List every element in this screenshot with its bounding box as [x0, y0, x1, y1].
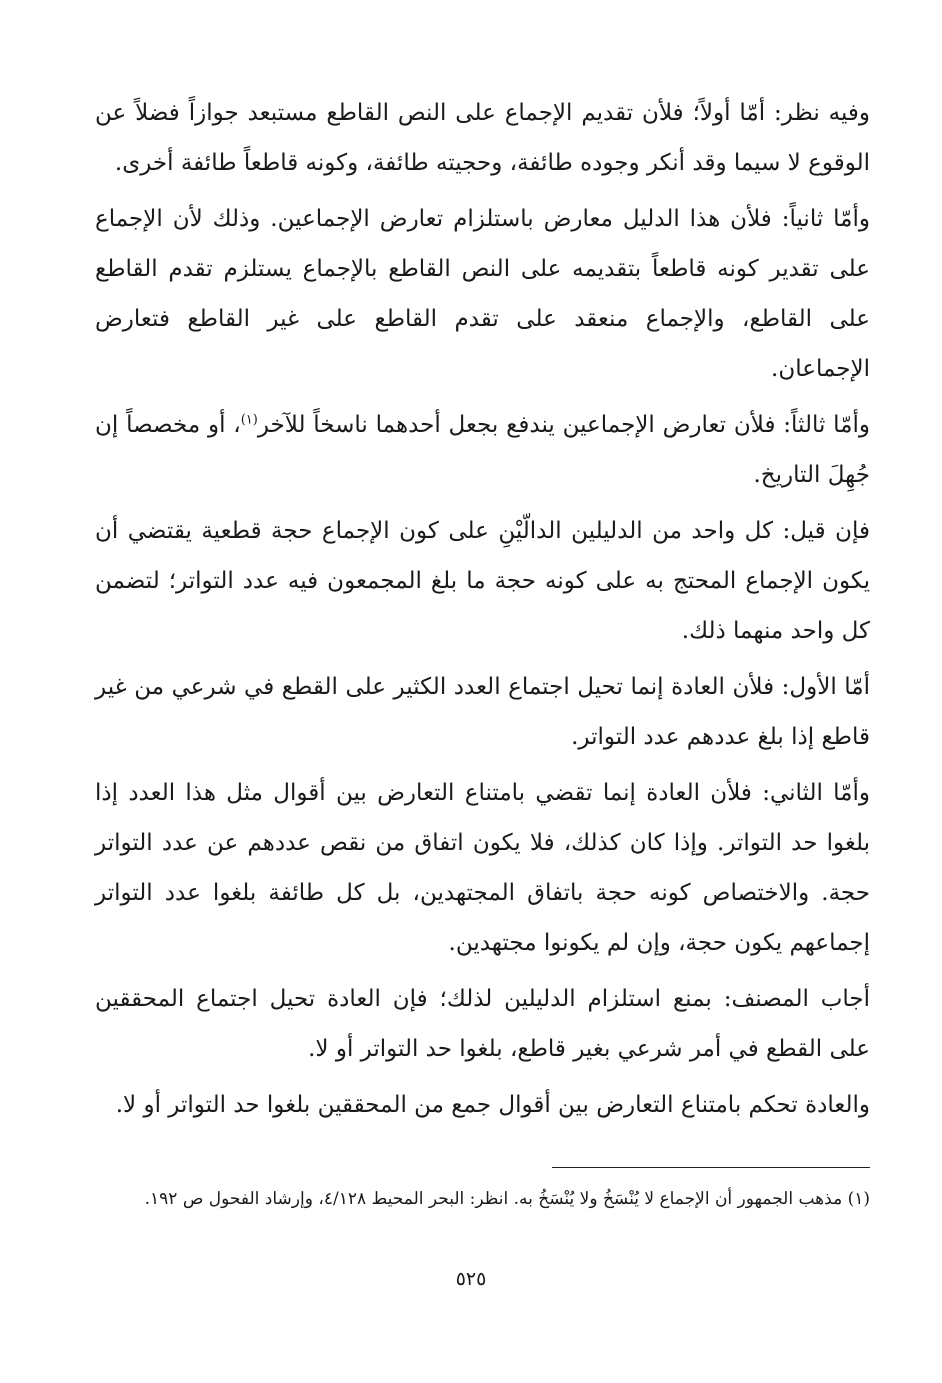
paragraph-6: وأمّا الثاني: فلأن العادة إنما تقضي بامتناع التعارض بين أقوال مثل هذا العدد إذا بلغوا حد التواتر. وإذا كان كذلك، فلا يكون اتفاق من نقص عددهم عن عدد التواتر حجة. والاختصاص كونه حجة باتفاق المجتهدين، بل كل طائفة بلغوا عدد التواتر إجماعهم يكون حجة، وإن لم يكونوا مجتهدين.	[95, 780, 870, 956]
footnote: (١) مذهب الجمهور أن الإجماع لا يُنْسَخُ ولا يُنْسَخُ به. انظر: البحر المحيط ٤/١٢٨، وإرشاد الفحول ص ١٩٢.	[144, 1189, 870, 1209]
paragraph-2: وأمّا ثانياً: فلأن هذا الدليل معارض باستلزام تعارض الإجماعين. وذلك لأن الإجماع على تقدير كونه قاطعاً بتقديمه على النص القاطع بالإجماع يستلزم تقدم القاطع على القاطع، والإجماع منعقد على تقدم القاطع على غير القاطع فتعارض الإجماعان.	[95, 206, 870, 382]
paragraph-3-text-before: وأمّا ثالثاً: فلأن تعارض الإجماعين يندفع بجعل أحدهما ناسخاً للآخر	[257, 412, 871, 438]
footnote-divider	[552, 1167, 870, 1168]
main-text	[95, 88, 870, 1136]
page-number: ٥٢٥	[455, 1268, 487, 1290]
paragraph-1: وفيه نظر: أمّا أولاً؛ فلأن تقديم الإجماع على النص القاطع مستبعد جوازاً فضلاً عن الوقوع لا سيما وقد أنكر وجوده طائفة، وحجيته طائفة، وكونه قاطعاً طائفة أخرى.	[95, 100, 871, 176]
paragraph-5: أمّا الأول: فلأن العادة إنما تحيل اجتماع العدد الكثير على القطع في شرعي من غير قاطع إذا بلغ عددهم عدد التواتر.	[95, 674, 870, 750]
footnote-reference: (١)	[240, 412, 258, 428]
paragraph-3	[95, 400, 870, 500]
paragraph-3-text-after: ، أو مخصصاً إن جُهِلَ التاريخ.	[95, 412, 870, 488]
paragraph-8: والعادة تحكم بامتناع التعارض بين أقوال جمع من المحققين بلغوا حد التواتر أو لا.	[115, 1092, 870, 1118]
paragraph-4: فإن قيل: كل واحد من الدليلين الدالّيْنِ على كون الإجماع حجة قطعية يقتضي أن يكون الإجماع المحتج به على كونه حجة ما بلغ المجمعون فيه عدد التواتر؛ لتضمن كل واحد منهما ذلك.	[95, 518, 870, 644]
paragraph-7: أجاب المصنف: بمنع استلزام الدليلين لذلك؛ فإن العادة تحيل اجتماع المحققين على القطع في أمر شرعي بغير قاطع، بلغوا حد التواتر أو لا.	[95, 986, 870, 1062]
